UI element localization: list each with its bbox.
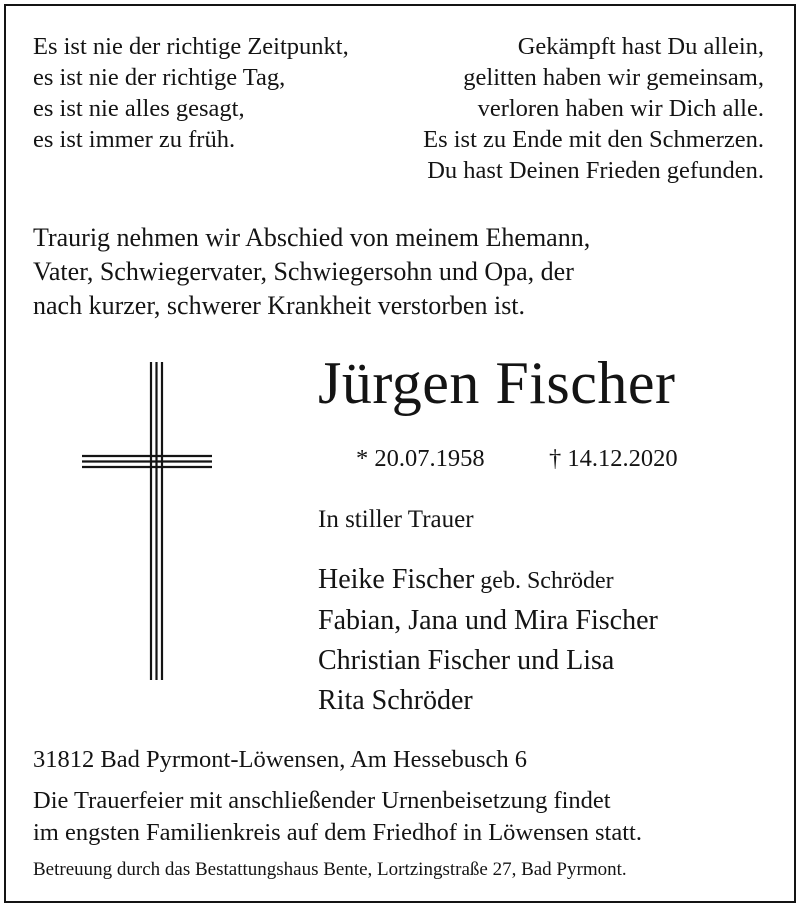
mourner-name: Heike Fischer bbox=[318, 564, 475, 595]
death-date: † 14.12.2020 bbox=[549, 445, 678, 472]
address: 31812 Bad Pyrmont-Löwensen, Am Hessebusch 6 bbox=[33, 746, 528, 773]
poem-right bbox=[423, 31, 764, 186]
poem-right-line: Es ist zu Ende mit den Schmerzen. bbox=[423, 126, 764, 153]
ceremony-text bbox=[33, 785, 642, 849]
maiden-name: geb. Schröder bbox=[474, 568, 614, 594]
mourning-heading: In stiller Trauer bbox=[318, 506, 474, 533]
poem-right-line: Du hast Deinen Frieden gefunden. bbox=[427, 157, 764, 184]
intro-line: Vater, Schwiegervater, Schwiegersohn und Opa, der bbox=[33, 257, 574, 286]
poem-left-line: Es ist nie der richtige Zeitpunkt, bbox=[33, 33, 349, 60]
mourners-list bbox=[318, 560, 658, 721]
funeral-home-note: Betreuung durch das Bestattungshaus Bente, Lortzingstraße 27, Bad Pyrmont. bbox=[33, 859, 627, 880]
poem-left-line: es ist nie der richtige Tag, bbox=[33, 64, 286, 91]
birth-date: * 20.07.1958 bbox=[356, 445, 485, 472]
mourner-line: Fabian, Jana und Mira Fischer bbox=[318, 605, 658, 636]
intro-line: nach kurzer, schwerer Krankheit verstorben ist. bbox=[33, 291, 526, 320]
poem-right-line: Gekämpft hast Du allein, bbox=[517, 33, 764, 60]
mourner-line: Rita Schröder bbox=[318, 685, 473, 716]
poem-right-line: verloren haben wir Dich alle. bbox=[477, 95, 764, 122]
poem-left-line: es ist immer zu früh. bbox=[33, 126, 236, 153]
mourner-line: Christian Fischer und Lisa bbox=[318, 645, 615, 676]
intro-text bbox=[33, 221, 590, 323]
cross-icon bbox=[82, 362, 212, 680]
mourner-line bbox=[318, 560, 658, 601]
ceremony-line: im engsten Familienkreis auf dem Friedhof in Löwensen statt. bbox=[33, 819, 642, 846]
deceased-name: Jürgen Fischer bbox=[318, 350, 676, 416]
poem-right-line: gelitten haben wir gemeinsam, bbox=[463, 64, 764, 91]
intro-line: Traurig nehmen wir Abschied von meinem Ehemann, bbox=[33, 223, 591, 252]
poem-left bbox=[33, 31, 349, 155]
poem-left-line: es ist nie alles gesagt, bbox=[33, 95, 245, 122]
ceremony-line: Die Trauerfeier mit anschließender Urnenbeisetzung findet bbox=[33, 787, 611, 814]
